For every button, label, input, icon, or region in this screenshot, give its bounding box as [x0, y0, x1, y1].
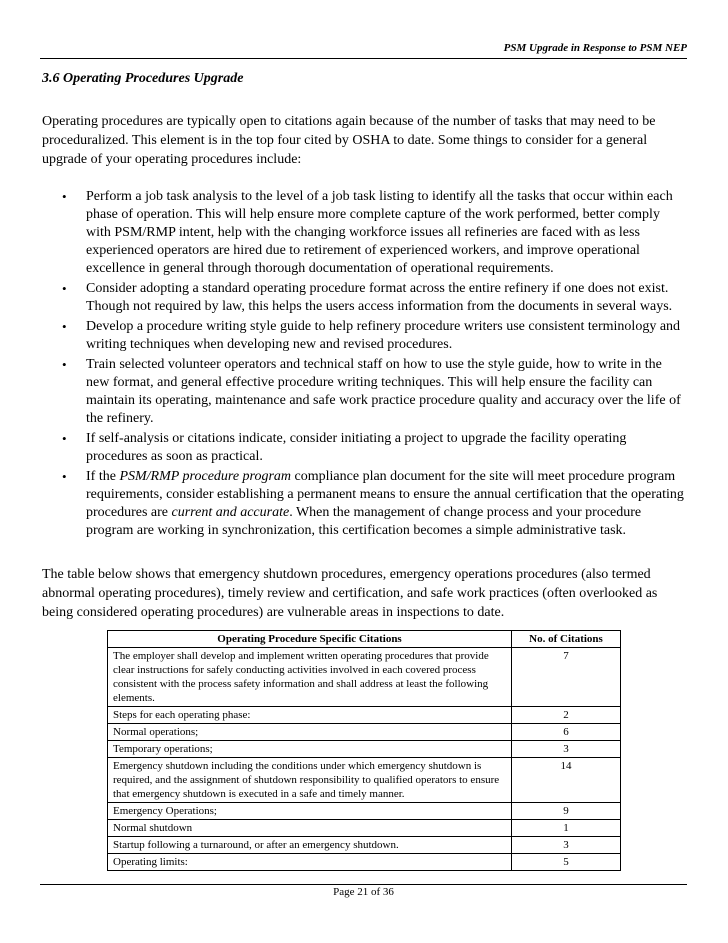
table-row	[108, 648, 621, 707]
header-divider	[40, 58, 687, 59]
citation-cell: The employer shall develop and implement written operating procedures that provide clear instructions for safely conducting activities involved in each covered process consistent with the process safety information and shall address at least the following elements.	[108, 648, 512, 707]
count-cell: 2	[512, 707, 621, 724]
bullet-icon: •	[62, 281, 67, 296]
recommendation-list	[42, 188, 687, 542]
citation-cell: Temporary operations;	[108, 741, 512, 758]
text-run: If the	[86, 469, 120, 484]
list-item	[42, 356, 687, 428]
citation-cell: Startup following a turnaround, or after an emergency shutdown.	[108, 837, 512, 854]
citation-column-header: Operating Procedure Specific Citations	[108, 631, 512, 648]
emphasis-text: current and accurate	[171, 505, 290, 520]
citation-cell: Normal shutdown	[108, 820, 512, 837]
bullet-icon: •	[62, 469, 67, 484]
count-cell: 3	[512, 837, 621, 854]
count-cell: 6	[512, 724, 621, 741]
table-intro-paragraph: The table below shows that emergency shutdown procedures, emergency operations procedures (also termed abnormal operating procedures), timely review and certification, and safe work practices (often overlooked as being considered operating procedures) are vulnerable areas in inspections to date.	[42, 567, 658, 620]
list-item-text: Consider adopting a standard operating procedure format across the entire refinery if one does not exist. Though not required by law, this helps the users access information from the documents in several ways.	[86, 281, 673, 314]
list-item	[42, 188, 687, 278]
table-header-row	[108, 631, 621, 648]
running-header: PSM Upgrade in Response to PSM NEP	[503, 42, 687, 54]
list-item	[42, 430, 687, 466]
section-heading: 3.6 Operating Procedures Upgrade	[42, 71, 244, 86]
list-item	[42, 318, 687, 354]
table-row	[108, 758, 621, 803]
list-item	[42, 280, 687, 316]
list-item-text: Develop a procedure writing style guide to help refinery procedure writers use consistent terminology and writing techniques when developing new and revised procedures.	[86, 319, 681, 352]
citation-cell: Steps for each operating phase:	[108, 707, 512, 724]
citation-cell: Emergency Operations;	[108, 803, 512, 820]
table-row	[108, 854, 621, 871]
count-cell: 7	[512, 648, 621, 707]
count-cell: 1	[512, 820, 621, 837]
count-cell: 3	[512, 741, 621, 758]
emphasis-text: PSM/RMP procedure program	[119, 469, 292, 484]
table-row	[108, 724, 621, 741]
text-run: . When the management of change process and your procedure program are working in synchronization, this certification becomes a simple administrative task.	[86, 505, 642, 538]
bullet-icon: •	[62, 357, 67, 372]
intro-paragraph: Operating procedures are typically open to citations again because of the number of tasks that may need to be proceduralized. This element is in the top four cited by OSHA to date. Some things to consider for a general upgrade of your operating procedures include:	[42, 114, 656, 167]
list-item-text: Train selected volunteer operators and technical staff on how to use the style guide, how to write in the new format, and general effective procedure writing techniques. This will help ensure the facility can maintain its operating, maintenance and safe work practice procedure quality and accuracy over the life of the refinery.	[86, 357, 681, 426]
page-number: Page 21 of 36	[333, 886, 394, 898]
bullet-icon: •	[62, 189, 67, 204]
table-row	[108, 837, 621, 854]
count-column-header: No. of Citations	[512, 631, 621, 648]
list-item-text: If self-analysis or citations indicate, consider initiating a project to upgrade the facility operating procedures as soon as practical.	[86, 431, 627, 464]
list-item-text: Perform a job task analysis to the level of a job task listing to identify all the tasks that occur within each phase of operation. This will help ensure more complete capture of the work performed, better comply with PSM/RMP intent, help with the changing workforce issues all refineries are faced with as less experienced operators are hired due to retirement of experienced workers, and improve operational excellence in general through thorough documentation of operational requirements.	[86, 189, 673, 276]
count-cell: 9	[512, 803, 621, 820]
text-run: compliance plan document for the site will meet procedure program requirements, consider establishing a permanent means to ensure the annual certification that the operating procedures are	[86, 469, 684, 520]
citations-table	[107, 630, 621, 871]
bullet-icon: •	[62, 319, 67, 334]
footer-divider	[40, 884, 687, 885]
count-cell: 14	[512, 758, 621, 803]
citation-cell: Operating limits:	[108, 854, 512, 871]
table-row	[108, 803, 621, 820]
table-row	[108, 707, 621, 724]
table-row	[108, 741, 621, 758]
bullet-icon: •	[62, 431, 67, 446]
citation-cell: Normal operations;	[108, 724, 512, 741]
list-item-text	[86, 469, 684, 538]
table-row	[108, 820, 621, 837]
count-cell: 5	[512, 854, 621, 871]
list-item	[42, 468, 687, 540]
citation-cell: Emergency shutdown including the conditions under which emergency shutdown is required, and the assignment of shutdown responsibility to qualified operators to ensure that emergency shutdown is executed in a safe and timely manner.	[108, 758, 512, 803]
